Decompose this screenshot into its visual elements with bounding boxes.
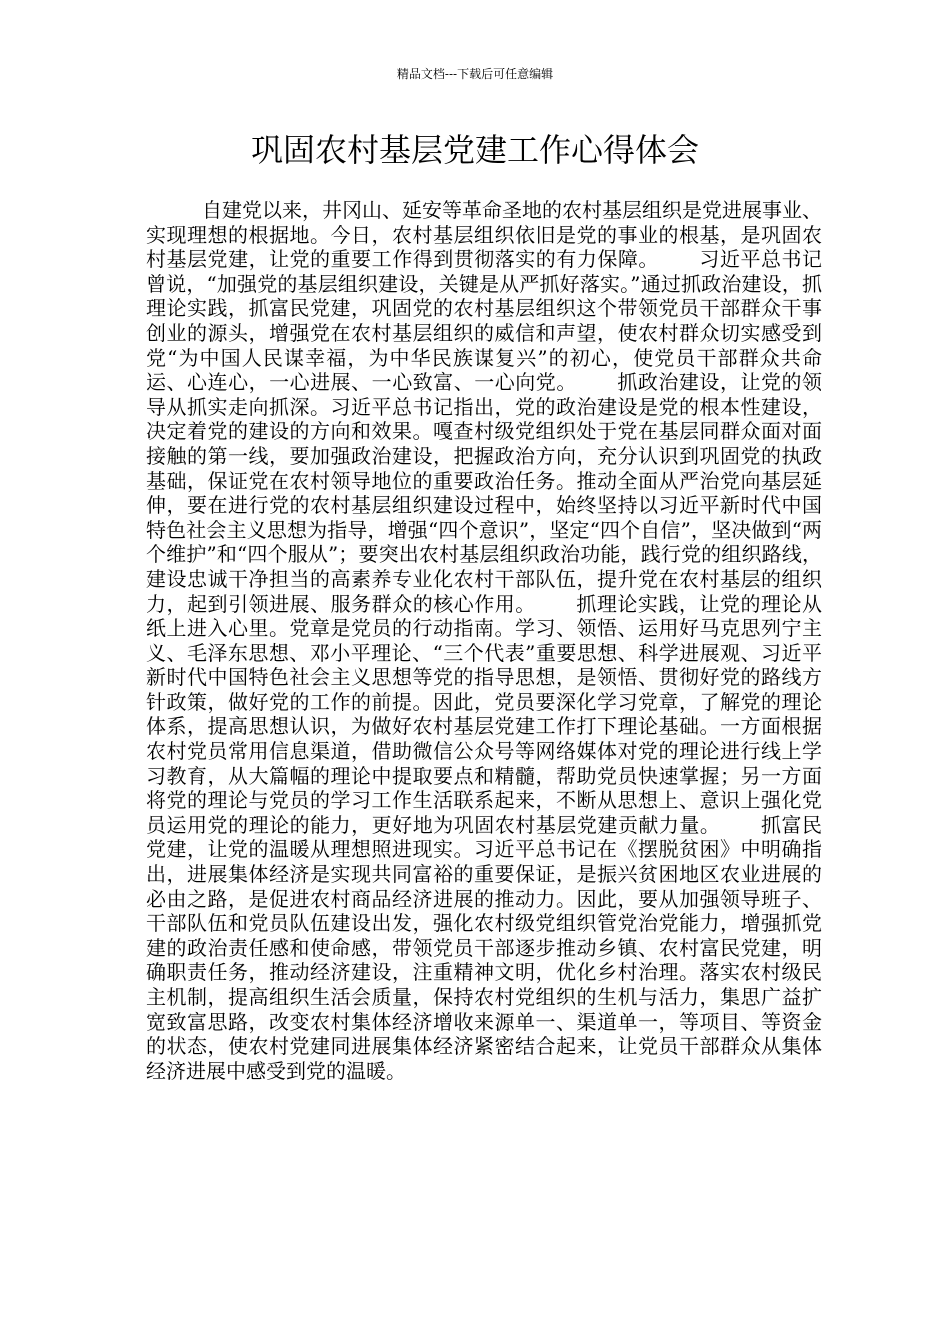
paragraph-2: 习近平总书记曾说，“加强党的基层组织建设，关键是从严抓好落实。”通过抓政治建设，抓理论实践，抓富民党建，巩固党的农村基层组织这个带领党员干部群众干事创业的源头，增强党在农村基层组织的威信和声望，使农村群众切实感受到党“为中国人民谋幸福，为中华民族谋复兴”的初心，使党员干部群众共命运、心连心，一心进展、一心致富、一心向党。	[146, 247, 823, 395]
header-note: 精品文档---下载后可任意编辑	[396, 67, 554, 81]
paragraph-4: 抓理论实践，让党的理论从纸上进入心里。党章是党员的行动指南。学习、领悟、运用好马克思列宁主义、毛泽东思想、邓小平理论、“三个代表”重要思想、科学进展观、习近平新时代中国特色社会主义思想等党的指导思想，是领悟、贯彻好党的路线方针政策，做好党的工作的前提。因此，党员要深化学习党章，了解党的理论体系，提高思想认识，为做好农村基层党建工作打下理论基础。一方面根据农村党员常用信息渠道，借助微信公众号等网络媒体对党的理论进行线上学习教育，从大篇幅的理论中提取要点和精髓，帮助党员快速掌握；另一方面将党的理论与党员的学习工作生活联系起来，不断从思想上、意识上强化党员运用党的理论的能力，更好地为巩固农村基层党建贡献力量。	[146, 591, 823, 837]
paragraph-1: 自建党以来，井冈山、延安等革命圣地的农村基层组织是党进展事业、实现理想的根据地。今日，农村基层组织依旧是党的事业的根基，是巩固农村基层党建，让党的重要工作得到贯彻落实的有力保障。	[146, 198, 822, 272]
document-body	[146, 198, 822, 1083]
paragraph-5: 抓富民党建，让党的温暖从理想照进现实。习近平总书记在《摆脱贫困》中明确指出，进展集体经济是实现共同富裕的重要保证，是振兴贫困地区农业进展的必由之路，是促进农村商品经济进展的推动力。因此，要从加强领导班子、干部队伍和党员队伍建设出发，强化农村级党组织管党治党能力，增强抓党建的政治责任感和使命感，带领党员干部逐步推动乡镇、农村富民党建，明确职责任务，推动经济建设，注重精神文明，优化乡村治理。落实农村级民主机制，提高组织生活会质量，保持农村党组织的生机与活力，集思广益扩宽致富思路，改变农村集体经济增收来源单一、渠道单一，等项目、等资金的状态，使农村党建同进展集体经济紧密结合起来，让党员干部群众从集体经济进展中感受到党的温暖。	[146, 812, 823, 1083]
document-title: 巩固农村基层党建工作心得体会	[250, 131, 699, 169]
paragraph-3: 抓政治建设，让党的领导从抓实走向抓深。习近平总书记指出，党的政治建设是党的根本性建设，决定着党的建设的方向和效果。嘎查村级党组织处于党在基层同群众面对面接触的第一线，要加强政治建设，把握政治方向，充分认识到巩固党的执政基础，保证党在农村领导地位的重要政治任务。推动全面从严治党向基层延伸，要在进行党的农村基层组织建设过程中，始终坚持以习近平新时代中国特色社会主义思想为指导，增强“四个意识”，坚定“四个自信”，坚决做到“两个维护”和“四个服从”；要突出农村基层组织政治功能，践行党的组织路线，建设忠诚干净担当的高素养专业化农村干部队伍，提升党在农村基层的组织力，起到引领进展、服务群众的核心作用。	[146, 370, 823, 616]
